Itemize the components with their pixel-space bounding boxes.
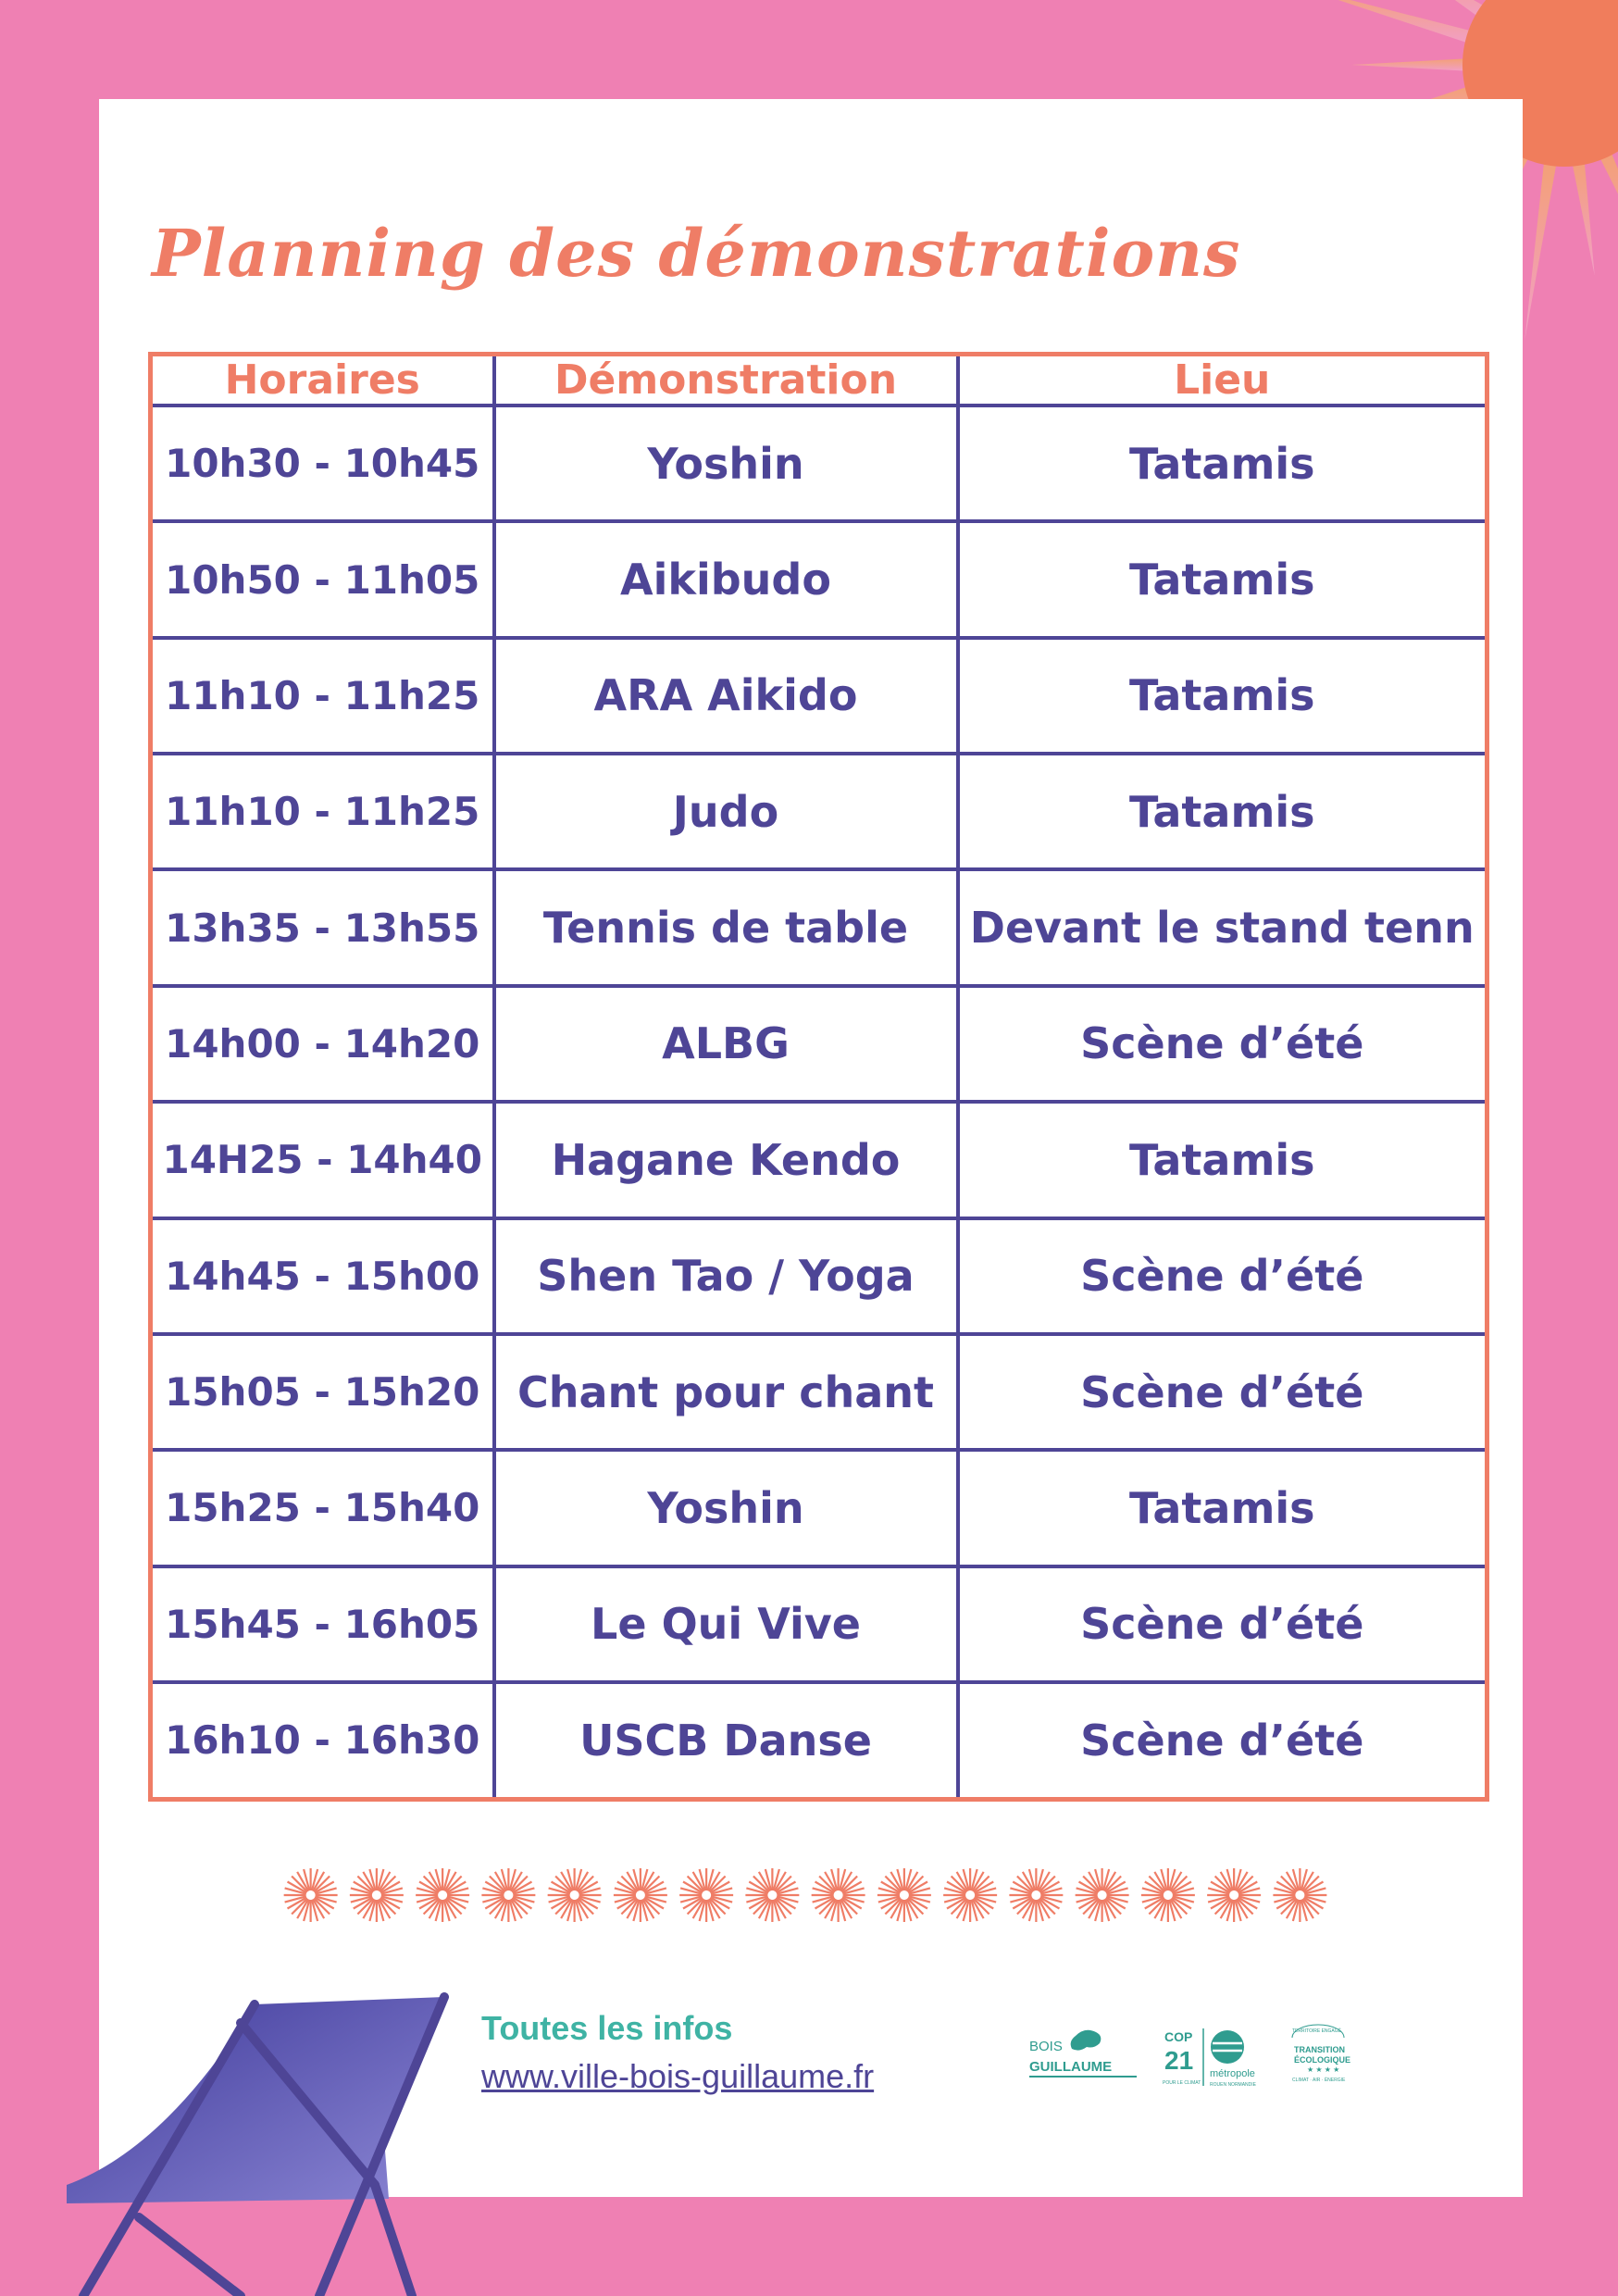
table-row: [151, 869, 1487, 985]
header-demonstration: Démonstration: [494, 355, 958, 406]
place-cell: Tatamis: [958, 638, 1487, 754]
time-cell: 14h45 - 15h00: [151, 1218, 494, 1334]
sunburst-icon: [350, 1868, 404, 1922]
place-cell: Devant le stand tenn: [958, 869, 1487, 985]
sun-ray: [1571, 156, 1594, 276]
place-cell: Tatamis: [958, 1450, 1487, 1566]
header-lieu: Lieu: [958, 355, 1487, 406]
place-cell: Scène d’été: [958, 1566, 1487, 1682]
schedule-table: [148, 352, 1489, 1802]
logo-cop-21: 21: [1164, 2046, 1194, 2075]
bois-guillaume-logo: [1029, 2030, 1137, 2077]
sunburst-icon: [1009, 1868, 1063, 1922]
sunburst-icon: [1207, 1868, 1261, 1922]
table-row: [151, 406, 1487, 521]
demo-cell: Yoshin: [494, 406, 958, 521]
demo-cell: Chant pour chant: [494, 1334, 958, 1450]
demo-cell: USCB Danse: [494, 1682, 958, 1800]
demo-cell: Hagane Kendo: [494, 1102, 958, 1217]
sunburst-icon: [481, 1868, 535, 1922]
logo-cop: COP: [1164, 2029, 1193, 2044]
table-header-row: [151, 355, 1487, 406]
logo-metropole-caption: ROUEN NORMANDIE: [1210, 2082, 1257, 2088]
time-cell: 14h00 - 14h20: [151, 986, 494, 1102]
logo-metropole: métropole: [1210, 2068, 1255, 2079]
demo-cell: Aikibudo: [494, 521, 958, 637]
page-title: Planning des démonstrations: [152, 215, 1241, 292]
place-cell: Tatamis: [958, 1102, 1487, 1217]
demo-cell: Shen Tao / Yoga: [494, 1218, 958, 1334]
sunburst-icon: [812, 1868, 865, 1922]
place-cell: Scène d’été: [958, 1334, 1487, 1450]
transition-ecologique-logo: [1292, 2025, 1350, 2083]
time-cell: 13h35 - 13h55: [151, 869, 494, 985]
header-horaires: Horaires: [151, 355, 494, 406]
partner-logos: [1027, 2023, 1361, 2097]
logo-bois: BOIS: [1029, 2039, 1063, 2054]
time-cell: 10h30 - 10h45: [151, 406, 494, 521]
sun-ray: [1597, 146, 1618, 318]
table-row: [151, 1450, 1487, 1566]
place-cell: Scène d’été: [958, 1218, 1487, 1334]
place-cell: Scène d’été: [958, 1682, 1487, 1800]
cop21-logo: [1163, 2029, 1201, 2086]
demo-cell: Le Qui Vive: [494, 1566, 958, 1682]
demo-cell: ALBG: [494, 986, 958, 1102]
website-link[interactable]: www.ville-bois-guillaume.fr: [481, 2057, 875, 2095]
sunburst-icon: [1076, 1868, 1129, 1922]
sun-ray: [1298, 0, 1477, 45]
place-cell: Tatamis: [958, 754, 1487, 869]
logo-transition: TRANSITION: [1294, 2045, 1345, 2054]
demo-cell: Yoshin: [494, 1450, 958, 1566]
sunburst-icon: [416, 1868, 469, 1922]
sun-ray: [1525, 156, 1557, 340]
time-cell: 15h25 - 15h40: [151, 1450, 494, 1566]
time-cell: 16h10 - 16h30: [151, 1682, 494, 1800]
table-row: [151, 1334, 1487, 1450]
info-label: Toutes les infos: [481, 2009, 733, 2047]
metropole-logo: [1210, 2030, 1257, 2088]
table-row: [151, 754, 1487, 869]
demo-cell: ARA Aikido: [494, 638, 958, 754]
time-cell: 15h45 - 16h05: [151, 1566, 494, 1682]
table-row: [151, 638, 1487, 754]
place-cell: Tatamis: [958, 521, 1487, 637]
stars-icon: ★ ★ ★ ★: [1307, 2065, 1340, 2074]
sunburst-icon: [943, 1868, 997, 1922]
lion-icon: [1071, 2030, 1101, 2051]
sunburst-icon: [548, 1868, 602, 1922]
logo-cop-caption: POUR LE CLIMAT: [1163, 2080, 1201, 2086]
sunburst-icon: [1141, 1868, 1195, 1922]
sunburst-icon: [745, 1868, 799, 1922]
time-cell: 15h05 - 15h20: [151, 1334, 494, 1450]
time-cell: 14H25 - 14h40: [151, 1102, 494, 1217]
deck-chair-icon: [56, 1986, 463, 2296]
time-cell: 11h10 - 11h25: [151, 754, 494, 869]
sunburst-icon: [679, 1868, 733, 1922]
sunburst-icon: [284, 1868, 338, 1922]
table-row: [151, 1218, 1487, 1334]
logo-guillaume: GUILLAUME: [1029, 2059, 1113, 2075]
place-cell: Tatamis: [958, 406, 1487, 521]
time-cell: 10h50 - 11h05: [151, 521, 494, 637]
sunburst-icon: [614, 1868, 667, 1922]
table-row: [151, 521, 1487, 637]
logo-transition-top: TERRITOIRE ENGAGÉ: [1292, 2028, 1341, 2034]
place-cell: Scène d’été: [958, 986, 1487, 1102]
table-row: [151, 1102, 1487, 1217]
logo-transition-caption: CLIMAT · AIR · ÉNERGIE: [1292, 2078, 1346, 2083]
sunburst-icon: [1273, 1868, 1326, 1922]
table-row: [151, 1566, 1487, 1682]
demo-cell: Tennis de table: [494, 869, 958, 985]
time-cell: 11h10 - 11h25: [151, 638, 494, 754]
sunburst-icon: [877, 1868, 931, 1922]
sunburst-divider: [278, 1866, 1333, 1925]
demo-cell: Judo: [494, 754, 958, 869]
sun-ray: [1351, 58, 1472, 71]
table-row: [151, 986, 1487, 1102]
table-row: [151, 1682, 1487, 1800]
logo-ecologique: ÉCOLOGIQUE: [1294, 2055, 1351, 2065]
